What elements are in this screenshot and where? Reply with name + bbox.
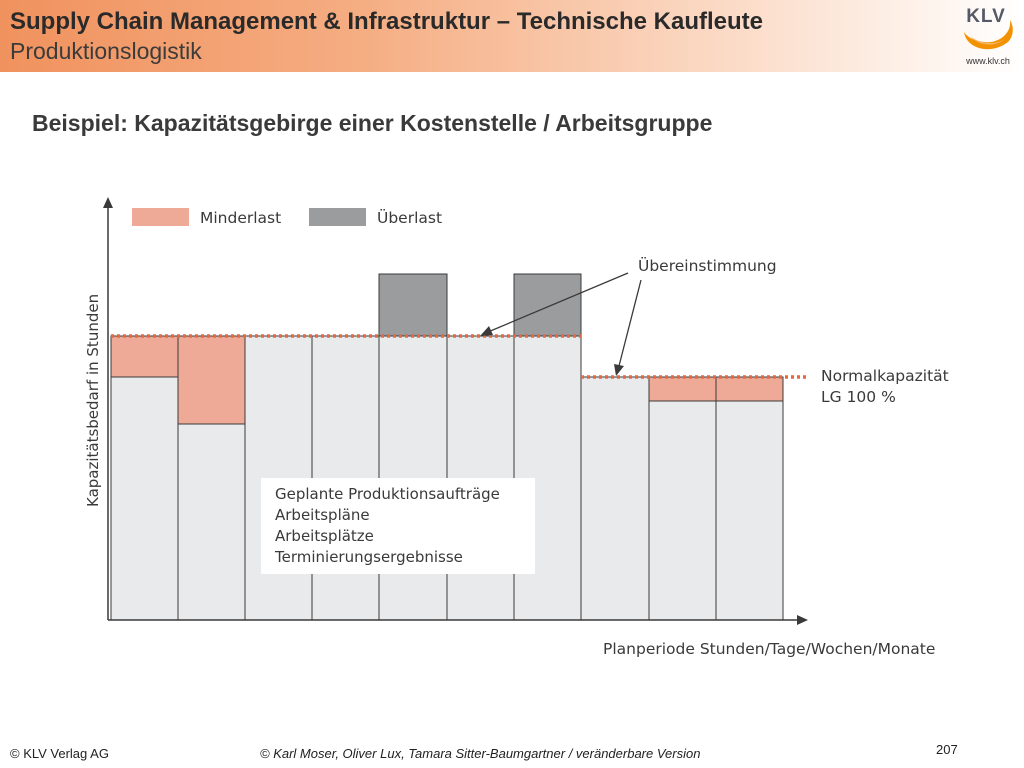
footer-publisher: © KLV Verlag AG	[10, 746, 109, 761]
x-axis-label: Planperiode Stunden/Tage/Wochen/Monate	[603, 640, 936, 658]
overload-block-5	[379, 274, 447, 336]
input-box-line-3: Arbeitsplätze	[275, 527, 374, 545]
demand-block-2	[178, 424, 245, 620]
logo-text: KLV	[966, 6, 1006, 27]
annotation-match-label: Übereinstimmung	[638, 257, 777, 275]
slide-title: Beispiel: Kapazitätsgebirge einer Kostenstelle / Arbeitsgruppe	[32, 110, 713, 136]
input-box-line-2: Arbeitspläne	[275, 506, 370, 524]
legend-swatch-underload	[132, 208, 189, 226]
y-axis-label: Kapazitätsbedarf in Stunden	[84, 293, 102, 507]
capacity-label-line1: Normalkapazität	[821, 367, 949, 385]
logo-url: www.klv.ch	[966, 56, 1010, 66]
demand-block-8	[581, 377, 649, 620]
demand-block-10	[716, 401, 783, 620]
course-title: Supply Chain Management & Infrastruktur – Technische Kaufleute	[10, 8, 764, 35]
arrow-head-icon	[614, 364, 624, 376]
underload-block-10	[716, 377, 783, 401]
legend-swatch-overload	[309, 208, 366, 226]
arrow-head-icon	[480, 326, 493, 336]
input-box-line-1: Geplante Produktionsaufträge	[275, 485, 500, 503]
underload-block-1	[111, 336, 178, 377]
course-subtitle: Produktionslogistik	[10, 38, 202, 64]
page-number: 207	[936, 742, 958, 757]
demand-block-1	[111, 377, 178, 620]
legend-label-underload: Minderlast	[200, 209, 282, 227]
legend-label-overload: Überlast	[377, 209, 443, 227]
overload-block-7	[514, 274, 581, 336]
underload-block-2	[178, 336, 245, 424]
y-axis-arrow-icon	[103, 197, 113, 208]
footer-authors: © Karl Moser, Oliver Lux, Tamara Sitter-Baumgartner / veränderbare Version	[260, 746, 701, 761]
capacity-label-line2: LG 100 %	[821, 388, 896, 406]
input-box-line-4: Terminierungsergebnisse	[275, 548, 463, 566]
x-axis-arrow-icon	[797, 615, 808, 625]
demand-block-9	[649, 401, 716, 620]
underload-block-9	[649, 377, 716, 401]
